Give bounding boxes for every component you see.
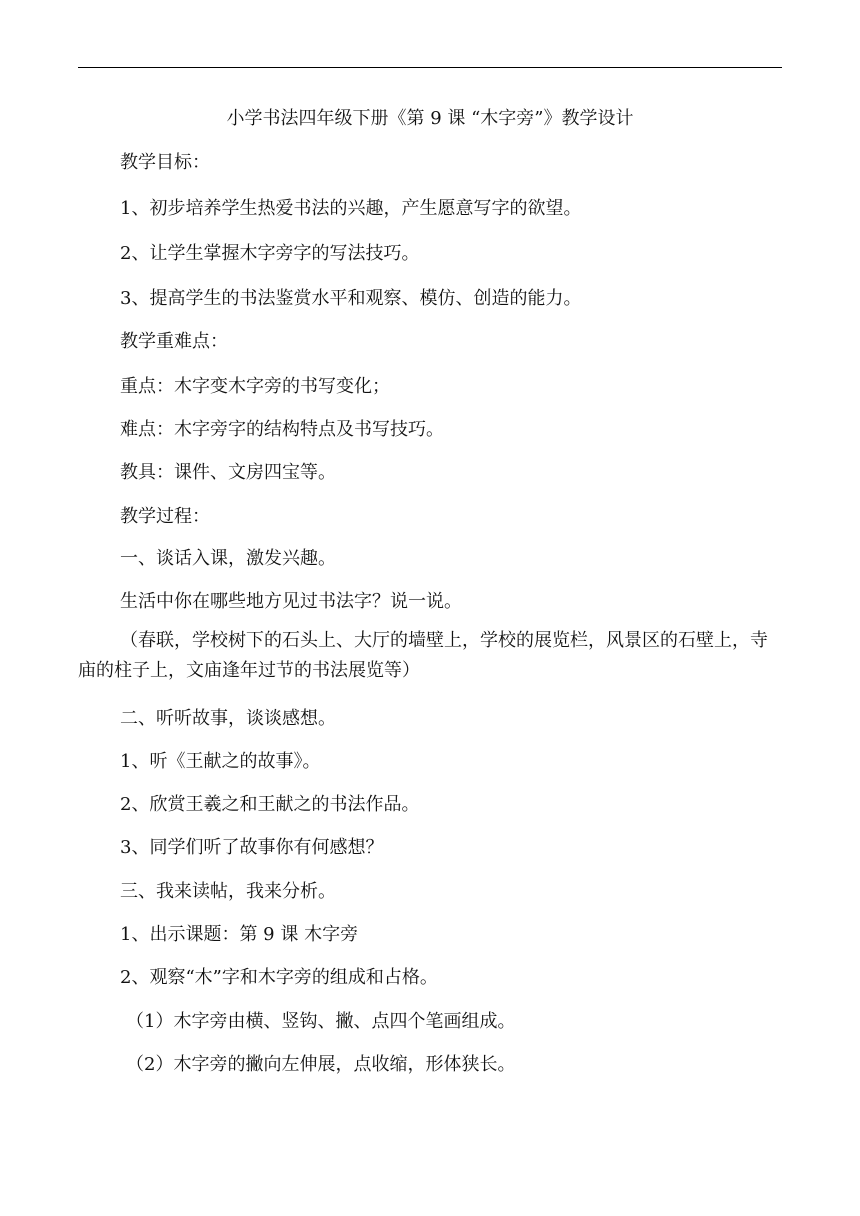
paragraph-observe: 2、观察“木”字和木字旁的组成和占格。 xyxy=(120,967,438,988)
paragraph-teaching-tools: 教具：课件、文房四宝等。 xyxy=(120,462,336,483)
paragraph-sub-1: （1）木字旁由横、竖钩、撇、点四个笔画组成。 xyxy=(126,1011,516,1032)
paragraph-goal-1: 1、初步培养学生热爱书法的兴趣，产生愿意写字的欲望。 xyxy=(120,198,582,219)
paragraph-key-point: 重点：木字变木字旁的书写变化； xyxy=(120,376,390,397)
paragraph-section-two: 二、听听故事，谈谈感想。 xyxy=(120,708,336,729)
paragraph-process-heading: 教学过程： xyxy=(120,506,210,527)
paragraph-section-three: 三、我来读帖，我来分析。 xyxy=(120,881,336,902)
paragraph-key-difficult-heading: 教学重难点： xyxy=(120,331,228,352)
paragraph-question: 生活中你在哪些地方见过书法字？说一说。 xyxy=(120,591,462,612)
header-rule xyxy=(78,67,782,68)
paragraph-teaching-goals-heading: 教学目标： xyxy=(120,152,210,173)
paragraph-thoughts: 3、同学们听了故事你有何感想？ xyxy=(120,837,384,858)
paragraph-sub-2: （2）木字旁的撇向左伸展，点收缩，形体狭长。 xyxy=(126,1054,516,1075)
document-title: 小学书法四年级下册《第 9 课 “木字旁”》教学设计 xyxy=(226,108,634,129)
paragraph-goal-3: 3、提高学生的书法鉴赏水平和观察、模仿、创造的能力。 xyxy=(120,288,582,309)
paragraph-goal-2: 2、让学生掌握木字旁字的写法技巧。 xyxy=(120,243,420,264)
paragraph-story: 1、听《王献之的故事》。 xyxy=(120,751,321,772)
paragraph-section-one: 一、谈话入课，激发兴趣。 xyxy=(120,548,336,569)
paragraph-difficult-point: 难点：木字旁字的结构特点及书写技巧。 xyxy=(120,419,444,440)
paragraph-examples: （春联，学校树下的石头上、大厅的墙壁上，学校的展览栏，风景区的石壁上，寺庙的柱子上，文庙逢年过节的书法展览等） xyxy=(78,630,768,681)
paragraph-appreciate: 2、欣赏王羲之和王献之的书法作品。 xyxy=(120,794,420,815)
paragraph-show-topic: 1、出示课题：第 9 课 木字旁 xyxy=(120,924,359,945)
